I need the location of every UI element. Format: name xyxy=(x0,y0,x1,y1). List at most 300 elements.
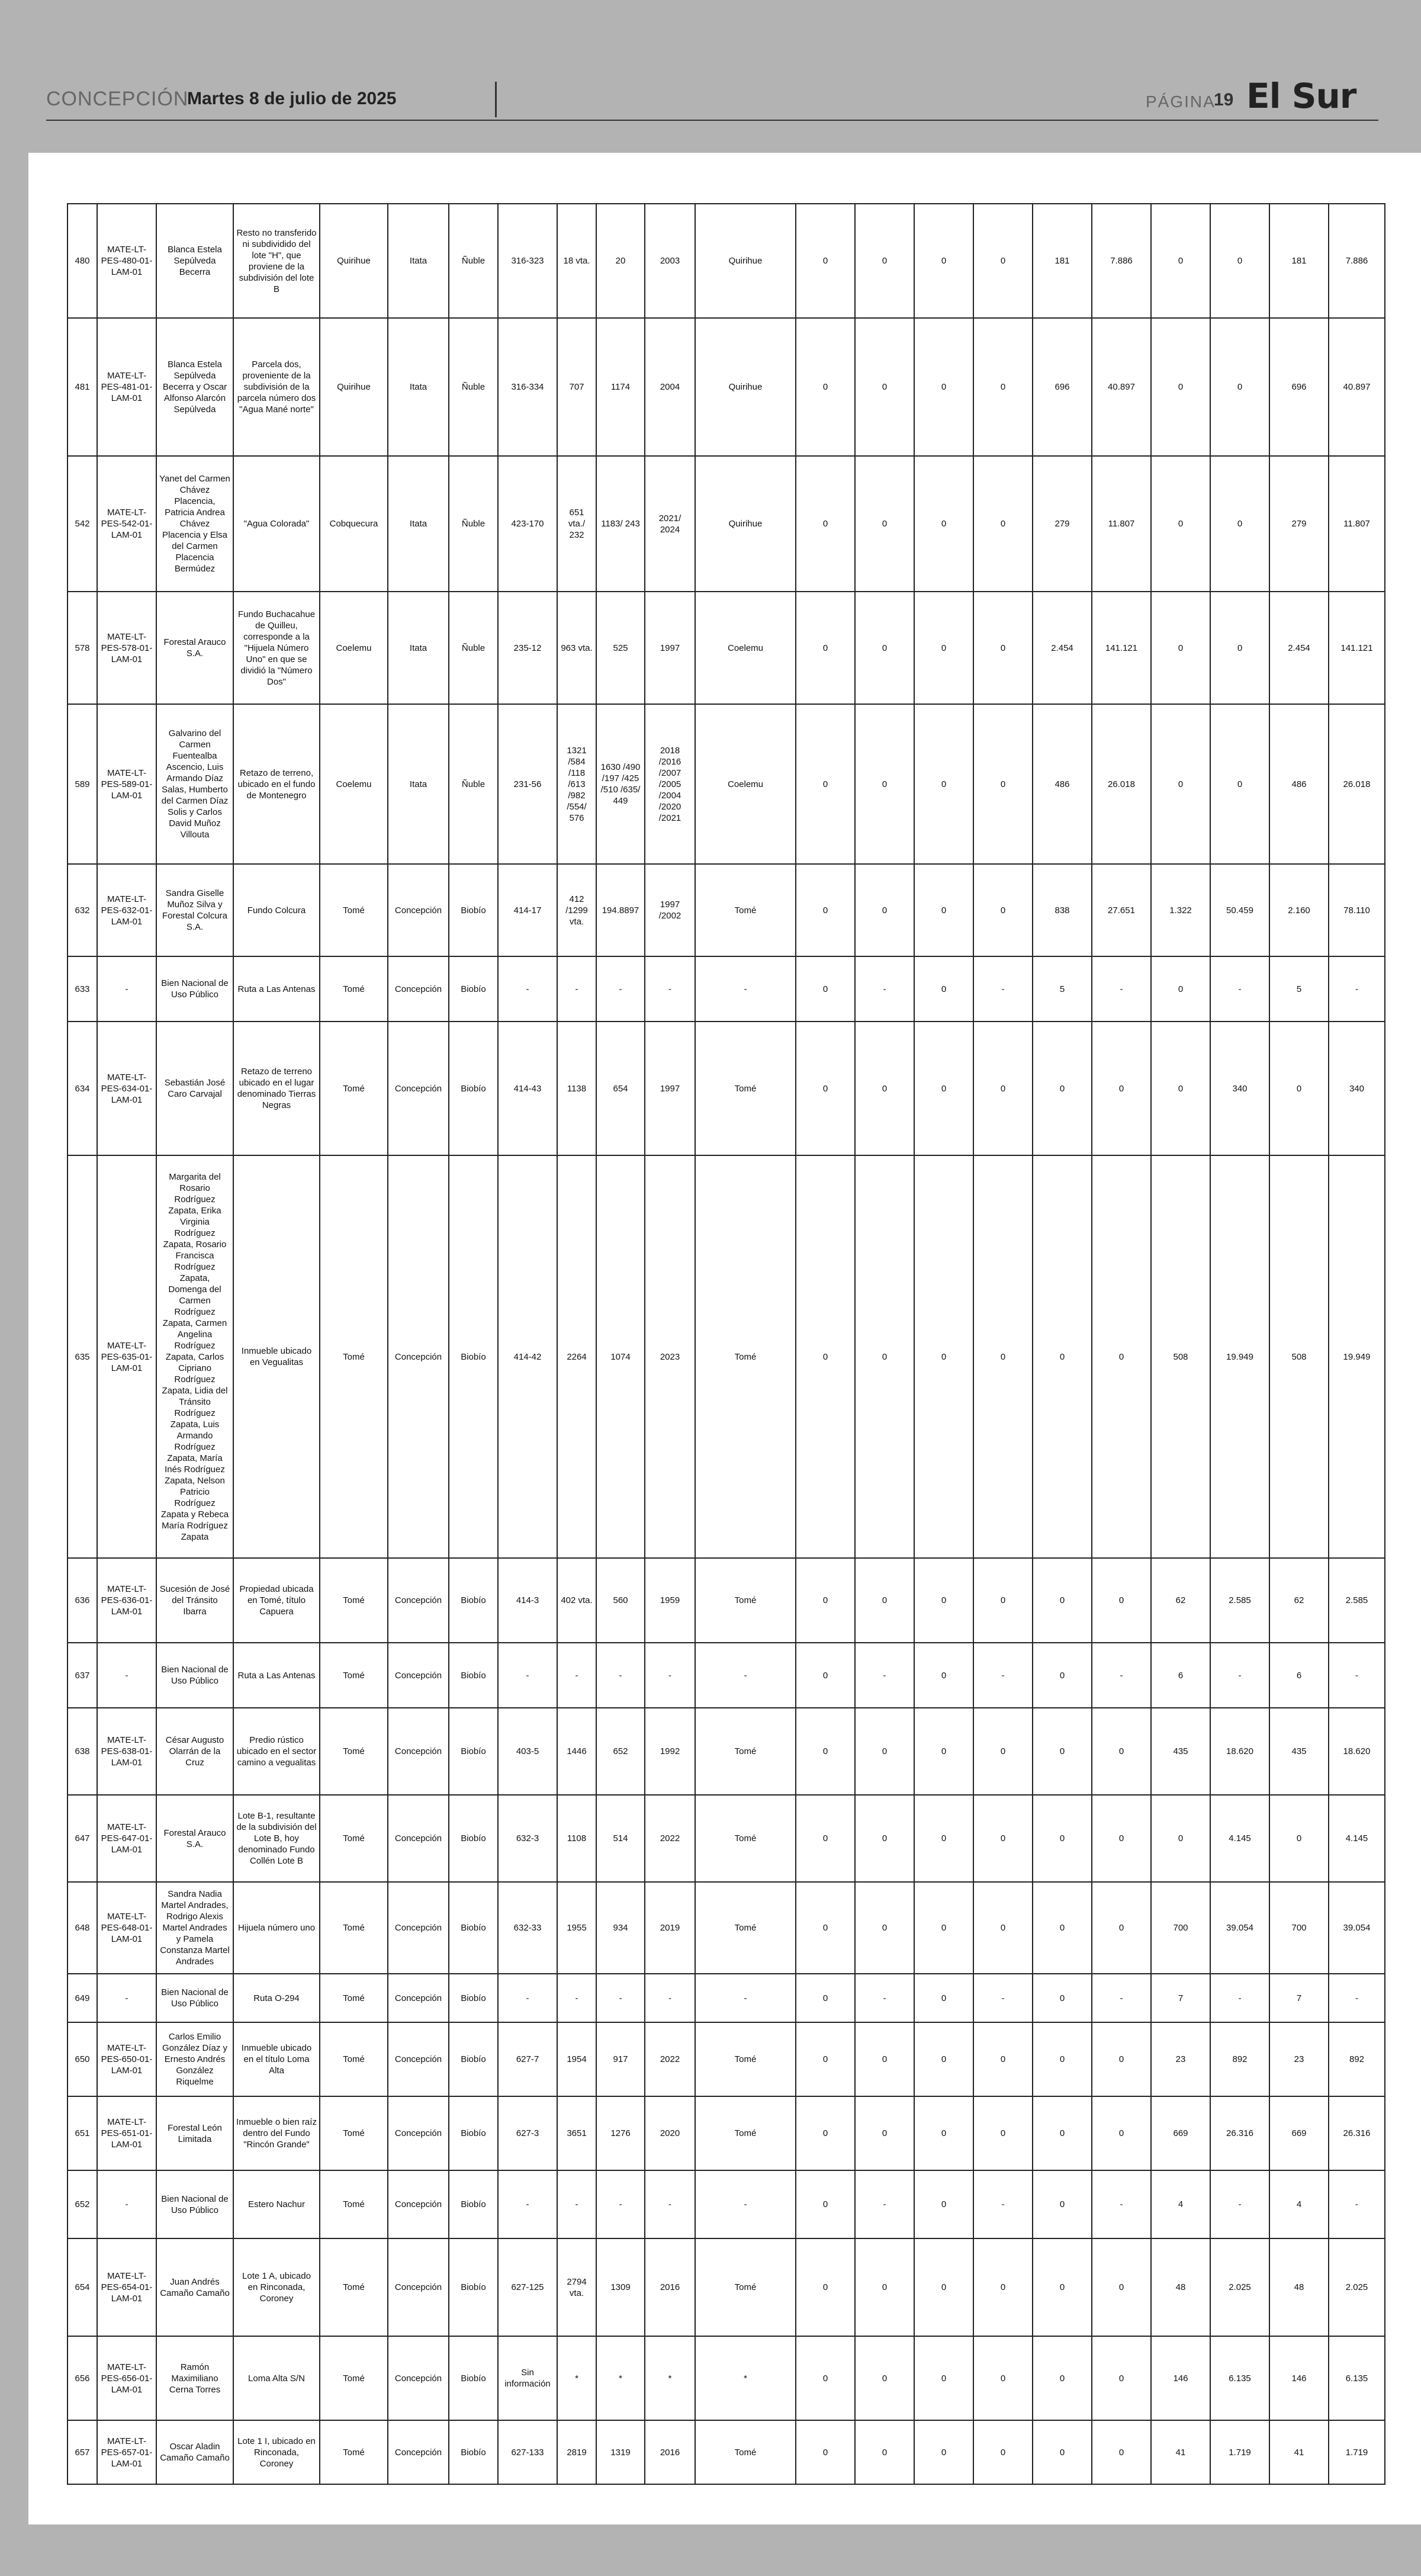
cell-c7: 700 xyxy=(1151,1882,1210,1974)
cell-c6: 0 xyxy=(1092,1795,1151,1882)
cell-provincia: Concepción xyxy=(388,1643,449,1708)
cell-c10: - xyxy=(1329,2170,1385,2238)
cell-code: MATE-LT-PES-657-01-LAM-01 xyxy=(97,2420,156,2484)
cell-c1: 0 xyxy=(796,1022,855,1155)
cell-region: Biobío xyxy=(449,1022,498,1155)
cell-c7: 0 xyxy=(1151,1022,1210,1155)
cell-c4: 0 xyxy=(973,2096,1033,2170)
cell-c6: 26.018 xyxy=(1092,704,1151,864)
cell-c1: 0 xyxy=(796,956,855,1022)
cell-c9: 508 xyxy=(1269,1155,1329,1558)
cell-c7: 146 xyxy=(1151,2336,1210,2420)
cell-region: Biobío xyxy=(449,1795,498,1882)
cell-fojas: 1138 xyxy=(557,1022,596,1155)
cell-n: 657 xyxy=(67,2420,97,2484)
cell-region: Ñuble xyxy=(449,704,498,864)
cell-ano: 2003 xyxy=(645,204,695,318)
cell-desc: Predio rústico ubicado en el sector camino a vegualitas xyxy=(233,1708,320,1795)
cell-provincia: Concepción xyxy=(388,1795,449,1882)
cell-code: - xyxy=(97,2170,156,2238)
cell-region: Ñuble xyxy=(449,318,498,456)
cell-ano: 2020 xyxy=(645,2096,695,2170)
cell-num: - xyxy=(596,2170,645,2238)
cell-fojas: 651 vta./ 232 xyxy=(557,456,596,592)
cell-c5: 279 xyxy=(1033,456,1092,592)
cell-ano: - xyxy=(645,2170,695,2238)
cell-c9: 2.454 xyxy=(1269,592,1329,704)
cell-n: 638 xyxy=(67,1708,97,1795)
cell-fojas: 3651 xyxy=(557,2096,596,2170)
cell-num: 1319 xyxy=(596,2420,645,2484)
cell-c1: 0 xyxy=(796,1795,855,1882)
cell-cbr: - xyxy=(695,1974,796,2022)
cell-num: - xyxy=(596,1974,645,2022)
cell-desc: Ruta O-294 xyxy=(233,1974,320,2022)
cell-c6: - xyxy=(1092,1643,1151,1708)
cell-owner: Bien Nacional de Uso Público xyxy=(156,956,233,1022)
cell-c8: 0 xyxy=(1210,318,1269,456)
cell-provincia: Itata xyxy=(388,704,449,864)
cell-desc: Fundo Buchacahue de Quilleu, corresponde a la "Hijuela Número Uno" en que se dividió la "Número Dos" xyxy=(233,592,320,704)
cell-code: MATE-LT-PES-648-01-LAM-01 xyxy=(97,1882,156,1974)
table-row xyxy=(67,704,1385,864)
cell-c5: 0 xyxy=(1033,1022,1092,1155)
cell-c10: 2.025 xyxy=(1329,2238,1385,2336)
cell-num: 194.8897 xyxy=(596,864,645,956)
cell-comuna: Tomé xyxy=(320,2420,388,2484)
cell-c2: 0 xyxy=(855,864,914,956)
cell-c7: 41 xyxy=(1151,2420,1210,2484)
cell-num: 654 xyxy=(596,1022,645,1155)
cell-n: 632 xyxy=(67,864,97,956)
cell-c6: - xyxy=(1092,1974,1151,2022)
cell-owner: Blanca Estela Sepúlveda Becerra xyxy=(156,204,233,318)
cell-c8: - xyxy=(1210,1643,1269,1708)
cell-c9: 23 xyxy=(1269,2022,1329,2096)
cell-c7: 1.322 xyxy=(1151,864,1210,956)
cell-provincia: Concepción xyxy=(388,2238,449,2336)
cell-n: 650 xyxy=(67,2022,97,2096)
cell-cbr: Tomé xyxy=(695,1882,796,1974)
cell-cbr: - xyxy=(695,2170,796,2238)
cell-fojas: 412 /1299 vta. xyxy=(557,864,596,956)
cell-n: 542 xyxy=(67,456,97,592)
cell-c3: 0 xyxy=(914,2420,973,2484)
cell-comuna: Tomé xyxy=(320,1155,388,1558)
cell-fojas: - xyxy=(557,2170,596,2238)
cell-n: 649 xyxy=(67,1974,97,2022)
cell-desc: Ruta a Las Antenas xyxy=(233,1643,320,1708)
cell-c5: 5 xyxy=(1033,956,1092,1022)
cell-c6: 0 xyxy=(1092,1882,1151,1974)
cell-c3: 0 xyxy=(914,1022,973,1155)
cell-c7: 508 xyxy=(1151,1155,1210,1558)
cell-c5: 0 xyxy=(1033,1974,1092,2022)
cell-provincia: Concepción xyxy=(388,1155,449,1558)
cell-c5: 0 xyxy=(1033,1643,1092,1708)
cell-c9: 700 xyxy=(1269,1882,1329,1974)
cell-ano: 1959 xyxy=(645,1558,695,1643)
cell-owner: Forestal Arauco S.A. xyxy=(156,592,233,704)
table-row xyxy=(67,1708,1385,1795)
cell-rol: 414-42 xyxy=(498,1155,557,1558)
cell-region: Biobío xyxy=(449,956,498,1022)
cell-c9: 5 xyxy=(1269,956,1329,1022)
cell-rol: 403-5 xyxy=(498,1708,557,1795)
cell-desc: Inmueble o bien raíz dentro del Fundo "Rincón Grande" xyxy=(233,2096,320,2170)
cell-c9: 4 xyxy=(1269,2170,1329,2238)
cell-code: MATE-LT-PES-651-01-LAM-01 xyxy=(97,2096,156,2170)
cell-c3: 0 xyxy=(914,2336,973,2420)
cell-fojas: 2794 vta. xyxy=(557,2238,596,2336)
cell-c5: 0 xyxy=(1033,2420,1092,2484)
cell-c6: 0 xyxy=(1092,1558,1151,1643)
cell-c2: 0 xyxy=(855,204,914,318)
cell-c4: 0 xyxy=(973,318,1033,456)
cell-fojas: * xyxy=(557,2336,596,2420)
cell-num: 560 xyxy=(596,1558,645,1643)
cell-c4: - xyxy=(973,1974,1033,2022)
cell-c3: 0 xyxy=(914,2096,973,2170)
cell-rol: 231-56 xyxy=(498,704,557,864)
cell-region: Biobío xyxy=(449,2336,498,2420)
cell-c10: 18.620 xyxy=(1329,1708,1385,1795)
cell-c5: 0 xyxy=(1033,1795,1092,1882)
cell-c8: 892 xyxy=(1210,2022,1269,2096)
cell-c5: 838 xyxy=(1033,864,1092,956)
cell-fojas: 1954 xyxy=(557,2022,596,2096)
cell-c8: 0 xyxy=(1210,592,1269,704)
cell-fojas: 1955 xyxy=(557,1882,596,1974)
cell-ano: 2022 xyxy=(645,1795,695,1882)
cell-c3: 0 xyxy=(914,1643,973,1708)
section-name: CONCEPCIÓN xyxy=(46,88,189,110)
cell-c9: 48 xyxy=(1269,2238,1329,2336)
cell-rol: - xyxy=(498,1643,557,1708)
cell-c4: 0 xyxy=(973,2336,1033,2420)
cell-region: Biobío xyxy=(449,1882,498,1974)
cell-desc: Inmueble ubicado en Vegualitas xyxy=(233,1155,320,1558)
cell-desc: Retazo de terreno, ubicado en el fundo de Montenegro xyxy=(233,704,320,864)
cell-c4: 0 xyxy=(973,1708,1033,1795)
cell-code: MATE-LT-PES-481-01-LAM-01 xyxy=(97,318,156,456)
cell-ano: 1992 xyxy=(645,1708,695,1795)
cell-desc: Estero Nachur xyxy=(233,2170,320,2238)
cell-c7: 0 xyxy=(1151,1795,1210,1882)
cell-num: 20 xyxy=(596,204,645,318)
cell-fojas: - xyxy=(557,956,596,1022)
cell-code: MATE-LT-PES-480-01-LAM-01 xyxy=(97,204,156,318)
cell-c2: 0 xyxy=(855,2336,914,2420)
table-row xyxy=(67,318,1385,456)
cell-cbr: Tomé xyxy=(695,1558,796,1643)
cell-provincia: Concepción xyxy=(388,2420,449,2484)
cell-rol: 316-323 xyxy=(498,204,557,318)
cell-cbr: Tomé xyxy=(695,2238,796,2336)
cell-c6: 0 xyxy=(1092,2336,1151,2420)
cell-c8: 6.135 xyxy=(1210,2336,1269,2420)
table-row xyxy=(67,956,1385,1022)
cell-c1: 0 xyxy=(796,2336,855,2420)
cell-cbr: Quirihue xyxy=(695,318,796,456)
cell-code: - xyxy=(97,1643,156,1708)
cell-fojas: 2264 xyxy=(557,1155,596,1558)
cell-cbr: Tomé xyxy=(695,1795,796,1882)
cell-region: Biobío xyxy=(449,1558,498,1643)
cell-c6: 0 xyxy=(1092,2420,1151,2484)
cell-c3: 0 xyxy=(914,2170,973,2238)
cell-fojas: 1446 xyxy=(557,1708,596,1795)
cell-provincia: Itata xyxy=(388,318,449,456)
cell-c3: 0 xyxy=(914,2238,973,2336)
cell-provincia: Concepción xyxy=(388,1022,449,1155)
cell-owner: Blanca Estela Sepúlveda Becerra y Oscar Alfonso Alarcón Sepúlveda xyxy=(156,318,233,456)
cell-num: 525 xyxy=(596,592,645,704)
cell-c4: 0 xyxy=(973,1795,1033,1882)
cell-c1: 0 xyxy=(796,2170,855,2238)
cell-c9: 146 xyxy=(1269,2336,1329,2420)
cell-c3: 0 xyxy=(914,592,973,704)
cell-c9: 62 xyxy=(1269,1558,1329,1643)
cell-code: - xyxy=(97,956,156,1022)
cell-num: 1309 xyxy=(596,2238,645,2336)
table-row xyxy=(67,1795,1385,1882)
cell-c6: 0 xyxy=(1092,2096,1151,2170)
cell-num: 917 xyxy=(596,2022,645,2096)
cell-c5: 696 xyxy=(1033,318,1092,456)
cell-desc: Loma Alta S/N xyxy=(233,2336,320,2420)
cell-c9: 279 xyxy=(1269,456,1329,592)
cell-ano: 1997 /2002 xyxy=(645,864,695,956)
cell-rol: 414-43 xyxy=(498,1022,557,1155)
cell-comuna: Coelemu xyxy=(320,704,388,864)
cell-c1: 0 xyxy=(796,1882,855,1974)
cell-c8: - xyxy=(1210,956,1269,1022)
cell-c1: 0 xyxy=(796,2022,855,2096)
cell-c4: 0 xyxy=(973,704,1033,864)
cell-n: 634 xyxy=(67,1022,97,1155)
cell-c8: 0 xyxy=(1210,456,1269,592)
cell-provincia: Concepción xyxy=(388,864,449,956)
cell-code: MATE-LT-PES-578-01-LAM-01 xyxy=(97,592,156,704)
cell-comuna: Tomé xyxy=(320,956,388,1022)
cell-c9: 6 xyxy=(1269,1643,1329,1708)
cell-ano: 1997 xyxy=(645,1022,695,1155)
cell-c10: 11.807 xyxy=(1329,456,1385,592)
cell-c5: 2.454 xyxy=(1033,592,1092,704)
cell-c7: 7 xyxy=(1151,1974,1210,2022)
cell-provincia: Concepción xyxy=(388,956,449,1022)
cell-comuna: Tomé xyxy=(320,1558,388,1643)
cell-c1: 0 xyxy=(796,204,855,318)
cell-c10: 40.897 xyxy=(1329,318,1385,456)
cell-provincia: Concepción xyxy=(388,2336,449,2420)
cell-comuna: Tomé xyxy=(320,864,388,956)
cell-c7: 0 xyxy=(1151,318,1210,456)
cell-rol: 627-125 xyxy=(498,2238,557,2336)
cell-c10: 78.110 xyxy=(1329,864,1385,956)
cell-c1: 0 xyxy=(796,2420,855,2484)
cell-code: MATE-LT-PES-654-01-LAM-01 xyxy=(97,2238,156,2336)
cell-c10: - xyxy=(1329,1643,1385,1708)
cell-ano: * xyxy=(645,2336,695,2420)
cell-ano: 1997 xyxy=(645,592,695,704)
cell-owner: César Augusto Olarrán de la Cruz xyxy=(156,1708,233,1795)
cell-c3: 0 xyxy=(914,956,973,1022)
cell-c9: 435 xyxy=(1269,1708,1329,1795)
cell-owner: Bien Nacional de Uso Público xyxy=(156,1974,233,2022)
cell-code: MATE-LT-PES-656-01-LAM-01 xyxy=(97,2336,156,2420)
cell-comuna: Tomé xyxy=(320,2022,388,2096)
cell-owner: Oscar Aladin Camaño Camaño xyxy=(156,2420,233,2484)
cell-c2: 0 xyxy=(855,2420,914,2484)
cell-provincia: Concepción xyxy=(388,2022,449,2096)
cell-c2: 0 xyxy=(855,1795,914,1882)
cell-c6: - xyxy=(1092,956,1151,1022)
cell-c2: - xyxy=(855,1643,914,1708)
cell-code: MATE-LT-PES-589-01-LAM-01 xyxy=(97,704,156,864)
cell-c5: 0 xyxy=(1033,2336,1092,2420)
cell-owner: Yanet del Carmen Chávez Placencia, Patricia Andrea Chávez Placencia y Elsa del Carmen Placencia Bermúdez xyxy=(156,456,233,592)
cell-region: Biobío xyxy=(449,2096,498,2170)
cell-c7: 0 xyxy=(1151,956,1210,1022)
cell-cbr: Quirihue xyxy=(695,204,796,318)
cell-cbr: Tomé xyxy=(695,1708,796,1795)
cell-num: 1174 xyxy=(596,318,645,456)
cell-c9: 7 xyxy=(1269,1974,1329,2022)
cell-c10: - xyxy=(1329,1974,1385,2022)
cell-c3: 0 xyxy=(914,1155,973,1558)
table-row xyxy=(67,1882,1385,1974)
cell-rol: - xyxy=(498,2170,557,2238)
cell-c10: 4.145 xyxy=(1329,1795,1385,1882)
cell-num: 1276 xyxy=(596,2096,645,2170)
table-row xyxy=(67,1022,1385,1155)
cell-c2: 0 xyxy=(855,1708,914,1795)
cell-ano: - xyxy=(645,1643,695,1708)
cell-code: MATE-LT-PES-634-01-LAM-01 xyxy=(97,1022,156,1155)
cell-c3: 0 xyxy=(914,204,973,318)
table-body xyxy=(67,204,1385,2484)
cell-c1: 0 xyxy=(796,1155,855,1558)
cell-c8: 19.949 xyxy=(1210,1155,1269,1558)
cell-c3: 0 xyxy=(914,1708,973,1795)
cell-c2: - xyxy=(855,1974,914,2022)
cell-owner: Margarita del Rosario Rodríguez Zapata, Erika Virginia Rodríguez Zapata, Rosario Francisca Rodríguez Zapata, Domenga del Carmen Rodríguez Zapata, Carmen Angelina Rodríguez Zapata, Carlos Cipriano Rodríguez Zapata, Lidia del Tránsito Rodríguez Zapata, Luis Armando Rodríguez Zapata, María Inés Rodríguez Zapata, Nelson Patricio Rodríguez Zapata y Rebeca María Rodríguez Zapata xyxy=(156,1155,233,1558)
cell-c7: 669 xyxy=(1151,2096,1210,2170)
cell-region: Ñuble xyxy=(449,204,498,318)
cell-c10: 340 xyxy=(1329,1022,1385,1155)
cell-c7: 23 xyxy=(1151,2022,1210,2096)
cell-c1: 0 xyxy=(796,864,855,956)
cell-desc: Retazo de terreno ubicado en el lugar denominado Tierras Negras xyxy=(233,1022,320,1155)
cell-c8: 2.585 xyxy=(1210,1558,1269,1643)
cell-region: Biobío xyxy=(449,2170,498,2238)
cell-c8: 39.054 xyxy=(1210,1882,1269,1974)
cell-c8: 2.025 xyxy=(1210,2238,1269,2336)
cell-n: 633 xyxy=(67,956,97,1022)
table-row xyxy=(67,1558,1385,1643)
cell-c8: - xyxy=(1210,1974,1269,2022)
cell-fojas: 963 vta. xyxy=(557,592,596,704)
cell-n: 480 xyxy=(67,204,97,318)
cell-c10: - xyxy=(1329,956,1385,1022)
cell-cbr: Tomé xyxy=(695,1155,796,1558)
cell-c5: 0 xyxy=(1033,1882,1092,1974)
cell-num: 934 xyxy=(596,1882,645,1974)
cell-c2: 0 xyxy=(855,1022,914,1155)
cell-c6: 7.886 xyxy=(1092,204,1151,318)
cell-c2: 0 xyxy=(855,456,914,592)
cell-c3: 0 xyxy=(914,318,973,456)
cell-fojas: 18 vta. xyxy=(557,204,596,318)
cell-desc: Inmueble ubicado en el título Loma Alta xyxy=(233,2022,320,2096)
cell-owner: Forestal Arauco S.A. xyxy=(156,1795,233,1882)
cell-provincia: Concepción xyxy=(388,1882,449,1974)
cell-c1: 0 xyxy=(796,318,855,456)
cell-comuna: Cobquecura xyxy=(320,456,388,592)
cell-c3: 0 xyxy=(914,1558,973,1643)
cell-c6: 27.651 xyxy=(1092,864,1151,956)
cell-desc: Resto no transferido ni subdividido del lote "H", que proviene de la subdivisión del lote B xyxy=(233,204,320,318)
cell-c2: 0 xyxy=(855,2238,914,2336)
cell-provincia: Concepción xyxy=(388,2096,449,2170)
cell-provincia: Itata xyxy=(388,204,449,318)
cell-n: 648 xyxy=(67,1882,97,1974)
cell-rol: Sin información xyxy=(498,2336,557,2420)
cell-c6: 141.121 xyxy=(1092,592,1151,704)
cell-provincia: Itata xyxy=(388,592,449,704)
cell-c2: 0 xyxy=(855,1155,914,1558)
cell-c6: 0 xyxy=(1092,1708,1151,1795)
cell-code: MATE-LT-PES-636-01-LAM-01 xyxy=(97,1558,156,1643)
cell-c4: - xyxy=(973,956,1033,1022)
table-row xyxy=(67,2096,1385,2170)
cell-c8: 26.316 xyxy=(1210,2096,1269,2170)
cell-c6: - xyxy=(1092,2170,1151,2238)
cell-n: 656 xyxy=(67,2336,97,2420)
cell-c6: 40.897 xyxy=(1092,318,1151,456)
cell-comuna: Tomé xyxy=(320,2096,388,2170)
cell-rol: - xyxy=(498,956,557,1022)
cell-cbr: Tomé xyxy=(695,2096,796,2170)
cell-provincia: Concepción xyxy=(388,1708,449,1795)
cell-c10: 1.719 xyxy=(1329,2420,1385,2484)
cell-n: 589 xyxy=(67,704,97,864)
cell-c4: 0 xyxy=(973,2238,1033,2336)
cell-region: Ñuble xyxy=(449,456,498,592)
cell-owner: Forestal León Limitada xyxy=(156,2096,233,2170)
cell-c4: 0 xyxy=(973,2420,1033,2484)
cell-owner: Bien Nacional de Uso Público xyxy=(156,2170,233,2238)
cell-comuna: Tomé xyxy=(320,2170,388,2238)
page-label: PÁGINA xyxy=(1146,92,1216,111)
cell-region: Ñuble xyxy=(449,592,498,704)
header-rule xyxy=(46,120,1378,121)
cell-c7: 48 xyxy=(1151,2238,1210,2336)
cell-c7: 0 xyxy=(1151,704,1210,864)
cell-owner: Juan Andrés Camaño Camaño xyxy=(156,2238,233,2336)
cell-c3: 0 xyxy=(914,1974,973,2022)
cell-code: MATE-LT-PES-647-01-LAM-01 xyxy=(97,1795,156,1882)
cell-ano: 2019 xyxy=(645,1882,695,1974)
cell-n: 654 xyxy=(67,2238,97,2336)
cell-c10: 2.585 xyxy=(1329,1558,1385,1643)
issue-date: Martes 8 de julio de 2025 xyxy=(187,89,397,108)
table-row xyxy=(67,1155,1385,1558)
cell-c5: 0 xyxy=(1033,2238,1092,2336)
cell-c8: 0 xyxy=(1210,204,1269,318)
